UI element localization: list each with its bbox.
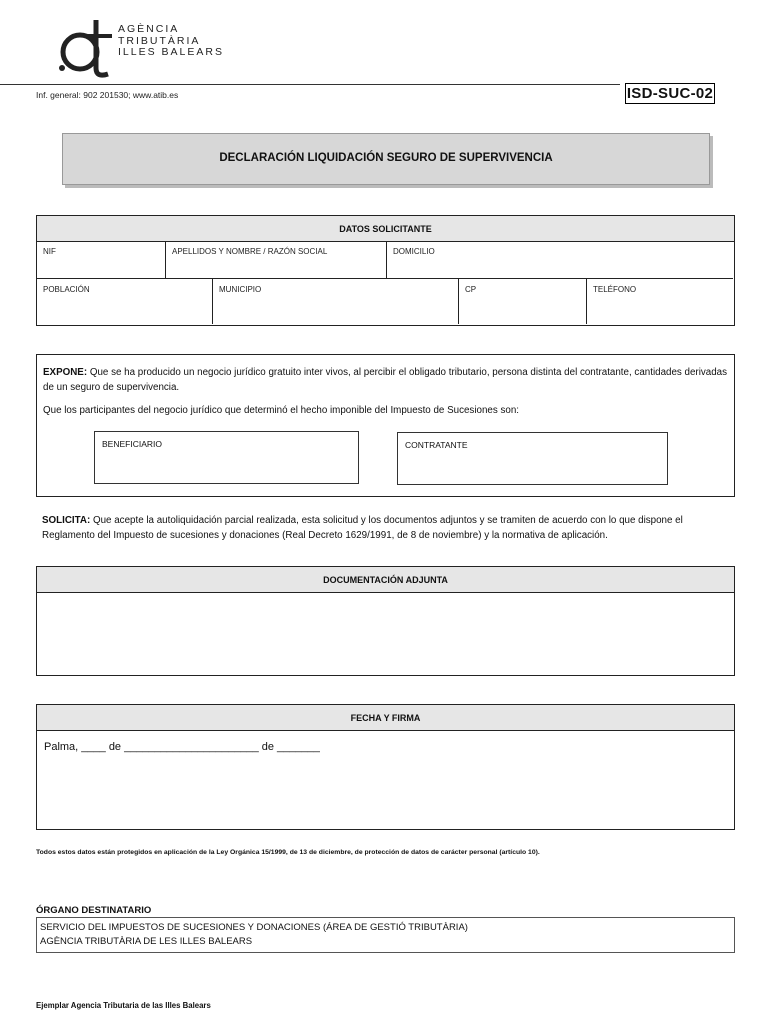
nif-field[interactable] [37, 241, 166, 279]
header-rule-right [180, 84, 620, 85]
logo-line-3: ILLES BALEARS [118, 46, 224, 58]
name-field[interactable] [166, 241, 387, 279]
logo-line-2: TRIBUTÀRIA [118, 34, 201, 47]
town-label: POBLACIÓN [43, 285, 90, 294]
address-field[interactable] [387, 241, 733, 279]
solicita-label: SOLICITA: [42, 515, 91, 526]
beneficiary-label: BENEFICIARIO [102, 439, 162, 449]
organ-line-1: SERVICIO DEL IMPUESTOS DE SUCESIONES Y DONACIONES (ÁREA DE GESTIÓ TRIBUTÀRIA) [40, 922, 468, 933]
documents-area[interactable] [37, 594, 733, 674]
atib-logo-icon [56, 16, 116, 80]
signature-heading: FECHA Y FIRMA [37, 705, 734, 731]
solicita-paragraph [42, 513, 732, 543]
municipality-field[interactable] [213, 279, 459, 324]
town-field[interactable] [37, 279, 213, 324]
copy-footer: Ejemplar Agencia Tributaria de las Illes Balears [36, 1001, 211, 1010]
solicita-text: Que acepte la autoliquidación parcial realizada, esta solicitud y los documentos adjuntos y se tramiten de acuerdo con lo que dispone el Reglamento del Impuesto de sucesiones y donaciones (Real Decreto 1629/1991, de 8 de noviembre) y la normativa de aplicación. [42, 515, 683, 541]
expone-paragraph [43, 365, 729, 395]
phone-label: TELÉFONO [593, 285, 637, 294]
contractor-field[interactable] [397, 432, 668, 485]
organ-line-2: AGÈNCIA TRIBUTÀRIA DE LES ILLES BALEARS [40, 936, 253, 947]
privacy-notice: Todos estos datos están protegidos en aplicación de la Ley Orgánica 15/1999, de 13 de diciembre, de protección de datos de carácter personal (artículo 10). [36, 849, 540, 856]
organ-heading: ÓRGANO DESTINATARIO [36, 905, 152, 916]
documents-section [36, 566, 735, 676]
contractor-label: CONTRATANTE [405, 440, 468, 450]
expone-label: EXPONE: [43, 367, 88, 378]
signature-section [36, 704, 735, 830]
municipality-label: MUNICIPIO [219, 285, 262, 294]
cp-field[interactable] [459, 279, 587, 324]
header-rule [0, 84, 180, 85]
beneficiary-field[interactable] [94, 431, 359, 484]
address-label: DOMICILIO [393, 247, 435, 256]
name-label: APELLIDOS Y NOMBRE / RAZÓN SOCIAL [172, 247, 328, 256]
logo-wordmark [118, 24, 224, 59]
nif-label: NIF [43, 247, 56, 256]
form-title: DECLARACIÓN LIQUIDACIÓN SEGURO DE SUPERVIVENCIA [219, 152, 553, 164]
phone-field[interactable] [587, 279, 733, 324]
date-line[interactable]: Palma, ____ de ______________________ de _______ [44, 741, 320, 753]
applicant-heading: DATOS SOLICITANTE [37, 216, 734, 242]
organ-box [36, 917, 735, 953]
logo-line-1: AGÈNCIA [118, 23, 180, 35]
form-code: ISD-SUC-02 [626, 85, 714, 102]
expone-participants-text: Que los participantes del negocio jurídico que determinó el hecho imponible del Impuesto de Sucesiones son: [43, 405, 519, 416]
expone-section [36, 354, 735, 497]
general-info: Inf. general: 902 201530; www.atib.es [36, 90, 179, 100]
cp-label: CP [465, 285, 477, 294]
documents-heading: DOCUMENTACIÓN ADJUNTA [37, 567, 734, 593]
applicant-section [36, 215, 735, 326]
expone-text: Que se ha producido un negocio jurídico gratuito inter vivos, al percibir el obligado tributario, persona distinta del contratante, cantidades derivadas de un seguro de supervivencia. [43, 367, 728, 393]
form-title-box [62, 133, 710, 185]
